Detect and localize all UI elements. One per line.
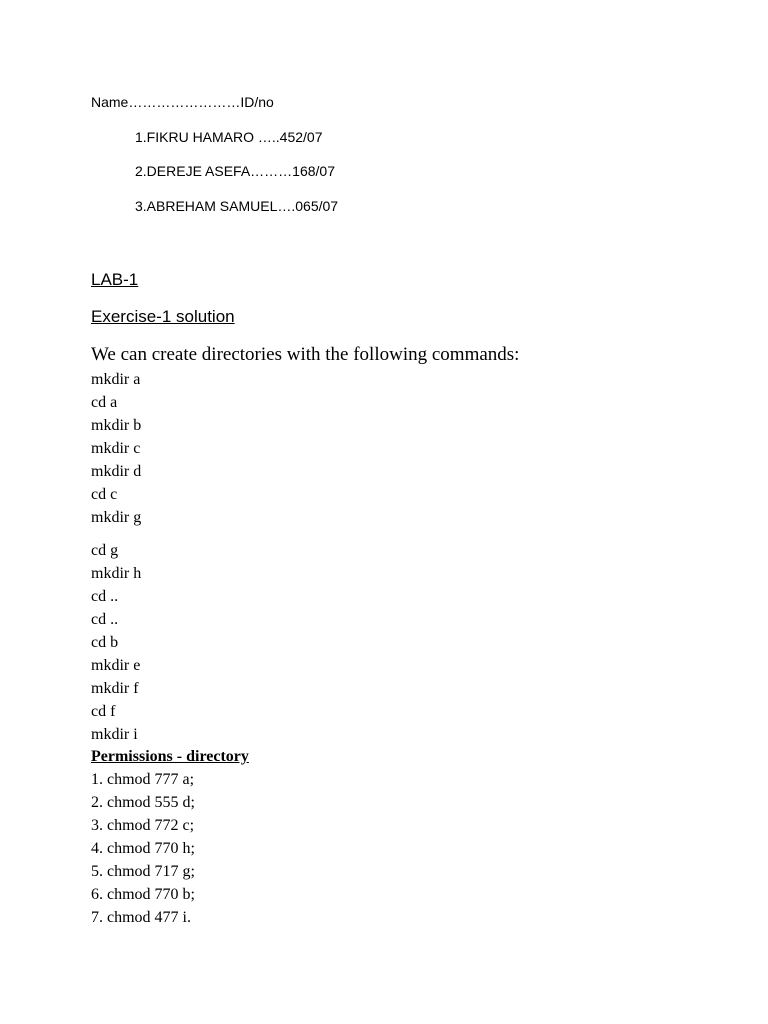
exercise-title: Exercise-1 solution bbox=[91, 307, 235, 326]
permission-item: 7. chmod 477 i. bbox=[91, 909, 191, 926]
command-line: mkdir e bbox=[91, 657, 141, 674]
permissions-list bbox=[91, 768, 195, 929]
permission-item: 2. chmod 555 d; bbox=[91, 794, 195, 811]
command-line: cd f bbox=[91, 703, 116, 720]
name-id-header: Name……………………ID/no bbox=[91, 94, 274, 110]
command-line: mkdir a bbox=[91, 371, 141, 388]
command-line: mkdir i bbox=[91, 726, 138, 743]
permission-item: 4. chmod 770 h; bbox=[91, 840, 195, 857]
permission-item: 1. chmod 777 a; bbox=[91, 771, 195, 788]
command-line: mkdir b bbox=[91, 417, 142, 434]
permissions-heading: Permissions - directory bbox=[91, 748, 249, 765]
member-2: 2.DEREJE ASEFA………168/07 bbox=[135, 163, 335, 179]
command-list-2 bbox=[91, 539, 141, 746]
member-1: 1.FIKRU HAMARO …..452/07 bbox=[135, 129, 323, 145]
command-line: mkdir g bbox=[91, 509, 142, 526]
permission-item: 5. chmod 717 g; bbox=[91, 863, 195, 880]
command-line: mkdir c bbox=[91, 440, 141, 457]
command-line: cd b bbox=[91, 634, 119, 651]
permission-item: 6. chmod 770 b; bbox=[91, 886, 195, 903]
command-list-1 bbox=[91, 368, 141, 529]
permission-item: 3. chmod 772 c; bbox=[91, 817, 195, 834]
command-line: cd a bbox=[91, 394, 118, 411]
lab-title: LAB-1 bbox=[91, 270, 139, 289]
command-line: mkdir f bbox=[91, 680, 139, 697]
command-line: cd .. bbox=[91, 611, 119, 628]
command-line: cd g bbox=[91, 542, 119, 559]
command-line: mkdir h bbox=[91, 565, 142, 582]
command-line: mkdir d bbox=[91, 463, 142, 480]
command-line: cd c bbox=[91, 486, 118, 503]
member-3: 3.ABREHAM SAMUEL….065/07 bbox=[135, 198, 339, 214]
intro-sentence: We can create directories with the following commands: bbox=[91, 344, 520, 365]
command-line: cd .. bbox=[91, 588, 119, 605]
